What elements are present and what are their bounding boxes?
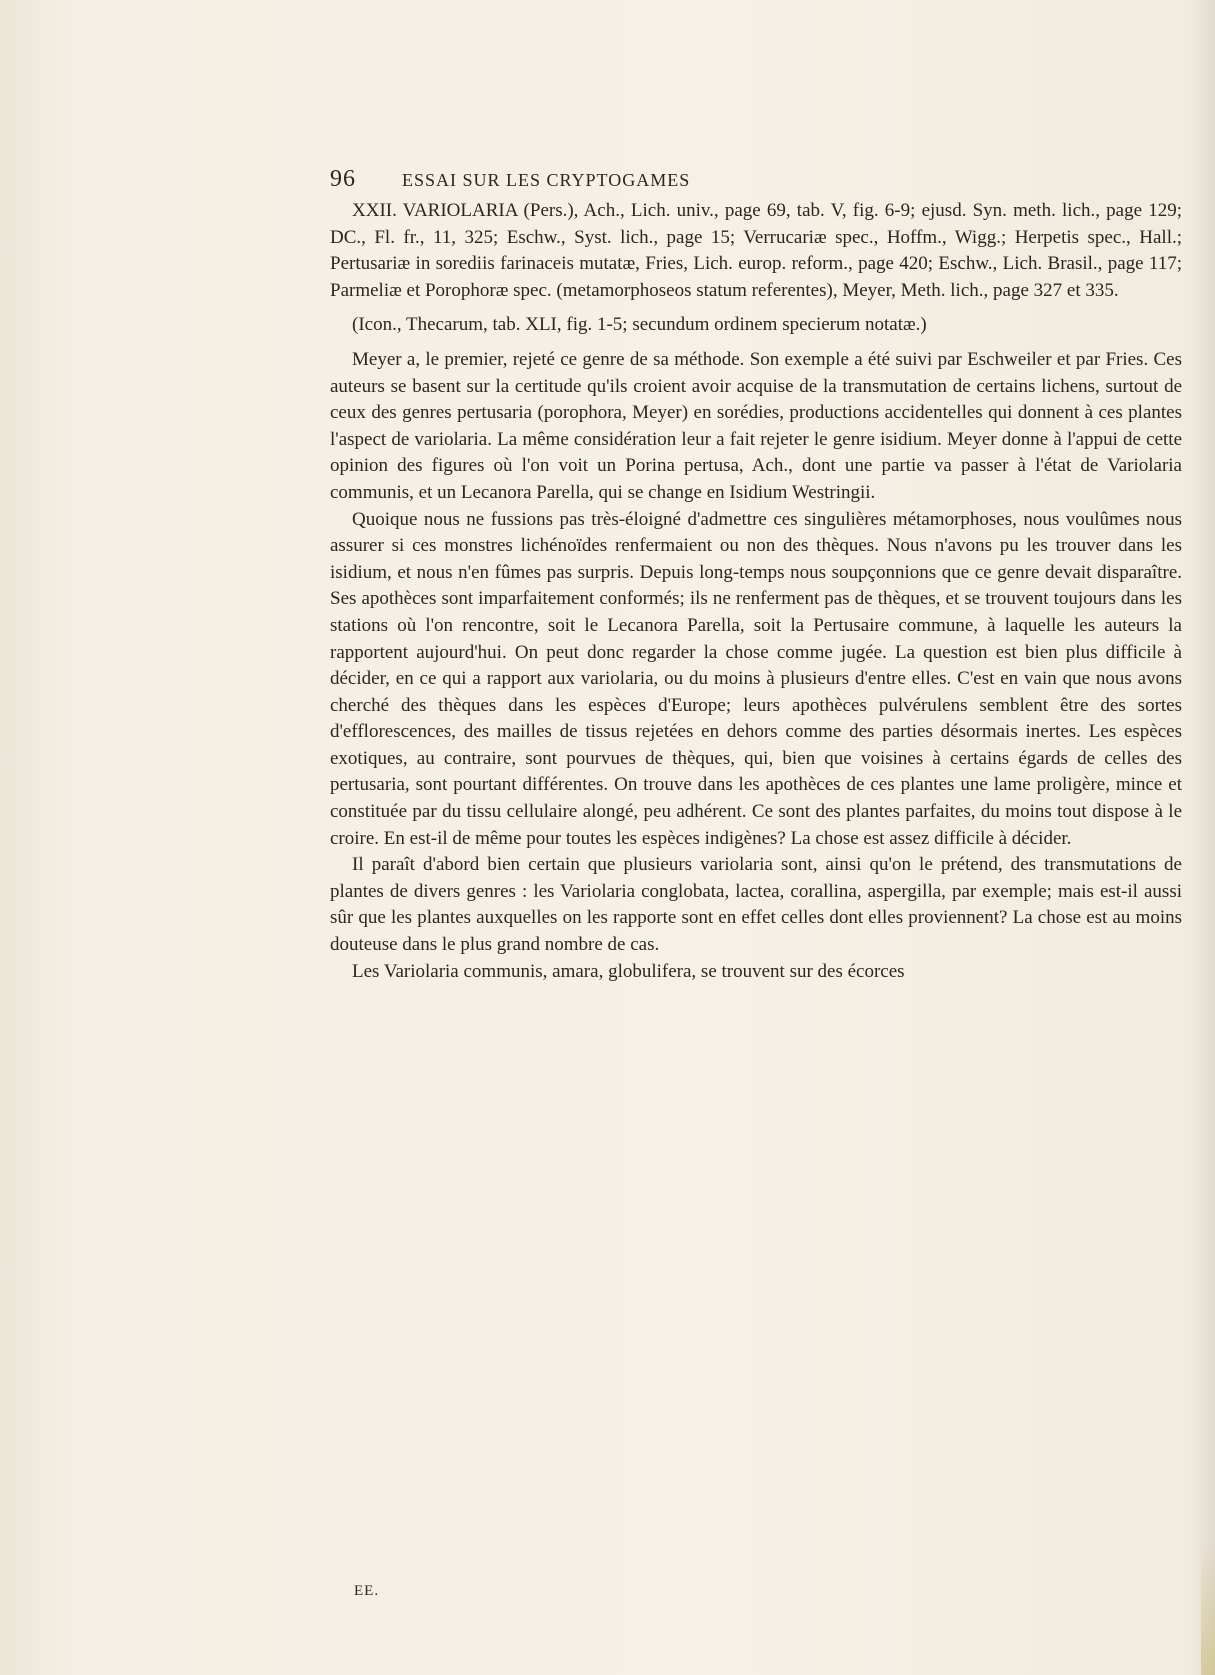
paragraph-2: Quoique nous ne fussions pas très-éloigné d'admettre ces singulières métamorphoses, nous voulûmes nous assurer si ces monstres lichénoïdes renfermaient ou non des thèques. Nous n'avons pu les trouver dans les isidium, et nous n'en fûmes pas surpris. Depuis long-temps nous soupçonnions que ce genre devait disparaître. Ses apothèces sont imparfaitement conformés; ils ne renferment pas de thèques, et se trouvent toujours dans les stations où l'on rencontre, soit le Lecanora Parella, soit la Pertusaire commune, à laquelle les auteurs la rapportent aujourd'hui. On peut donc regarder la chose comme jugée. La question est bien plus difficile à décider, en ce qui a rapport aux variolaria, ou du moins à plusieurs d'entre elles. C'est en vain que nous avons cherché des thèques dans les espèces d'Europe; leurs apothèces pulvérulens semblent être des sortes d'efflorescences, des mailles de tissus rejetées en dehors comme des parties désormais inertes. Les espèces exotiques, au contraire, sont pourvues de thèques, qui, bien que voisines à certains égards de celles des pertusaria, sont pourtant différentes. On trouve dans les apothèces de ces plantes une lame proligère, mince et constituée par du tissu cellulaire alongé, peu adhérent. Ce sont des plantes parfaites, du moins tout dispose à le croire. En est-il de même pour toutes les espèces indigènes? La chose est assez difficile à décider. [330,508,1182,849]
icon-reference: (Icon., Thecarum, tab. XLI, fig. 1-5; secundum ordinem specierum notatæ.) [352,314,927,336]
page-number: 96 [330,166,356,192]
signature-mark: EE. [354,1583,380,1599]
running-title: ESSAI SUR LES CRYPTOGAMES [402,170,691,190]
page-body [330,198,1182,985]
page-edge-shadow [1189,0,1215,1675]
paragraph-4: Les Variolaria communis, amara, globulifera, se trouvent sur des écorces [352,960,905,982]
paragraph-3: Il paraît d'abord bien certain que plusieurs variolaria sont, ainsi qu'on le prétend, des transmutations de plantes de divers genres : les Variolaria conglobata, lactea, corallina, aspergilla, par exemple; mais est-il aussi sûr que les plantes auxquelles on les rapporte sont en effet celles dont elles proviennent? La chose est au moins douteuse dans le plus grand nombre de cas. [330,854,1182,956]
paragraph-1: Meyer a, le premier, rejeté ce genre de sa méthode. Son exemple a été suivi par Eschweiler et par Fries. Ces auteurs se basent sur la certitude qu'ils croient avoir acquise de la transmutation de certains lichens, surtout de ceux des genres pertusaria (porophora, Meyer) en sorédies, productions accidentelles qui donnent à ces plantes l'aspect de variolaria. La même considération leur a fait rejeter le genre isidium. Meyer donne à l'appui de cette opinion des figures où l'on voit un Porina pertusa, Ach., dont une partie va passer à l'état de Variolaria communis, et un Lecanora Parella, qui se change en Isidium Westringii. [330,348,1182,503]
page-corner-stain [1201,1545,1215,1675]
page-header [330,166,890,194]
genus-citation: XXII. VARIOLARIA (Pers.), Ach., Lich. univ., page 69, tab. V, fig. 6-9; ejusd. Syn. meth. lich., page 129; DC., Fl. fr., 11, 325; Eschw., Syst. lich., page 15; Verrucariæ spec., Hoffm., Wigg.; Herpetis spec., Hall.; Pertusariæ in sorediis farinaceis mutatæ, Fries, Lich. europ. reform., page 420; Eschw., Lich. Brasil., page 117; Parmeliæ et Porophoræ spec. (metamorphoseos statum referentes), Meyer, Meth. lich., page 327 et 335. [330,200,1182,301]
